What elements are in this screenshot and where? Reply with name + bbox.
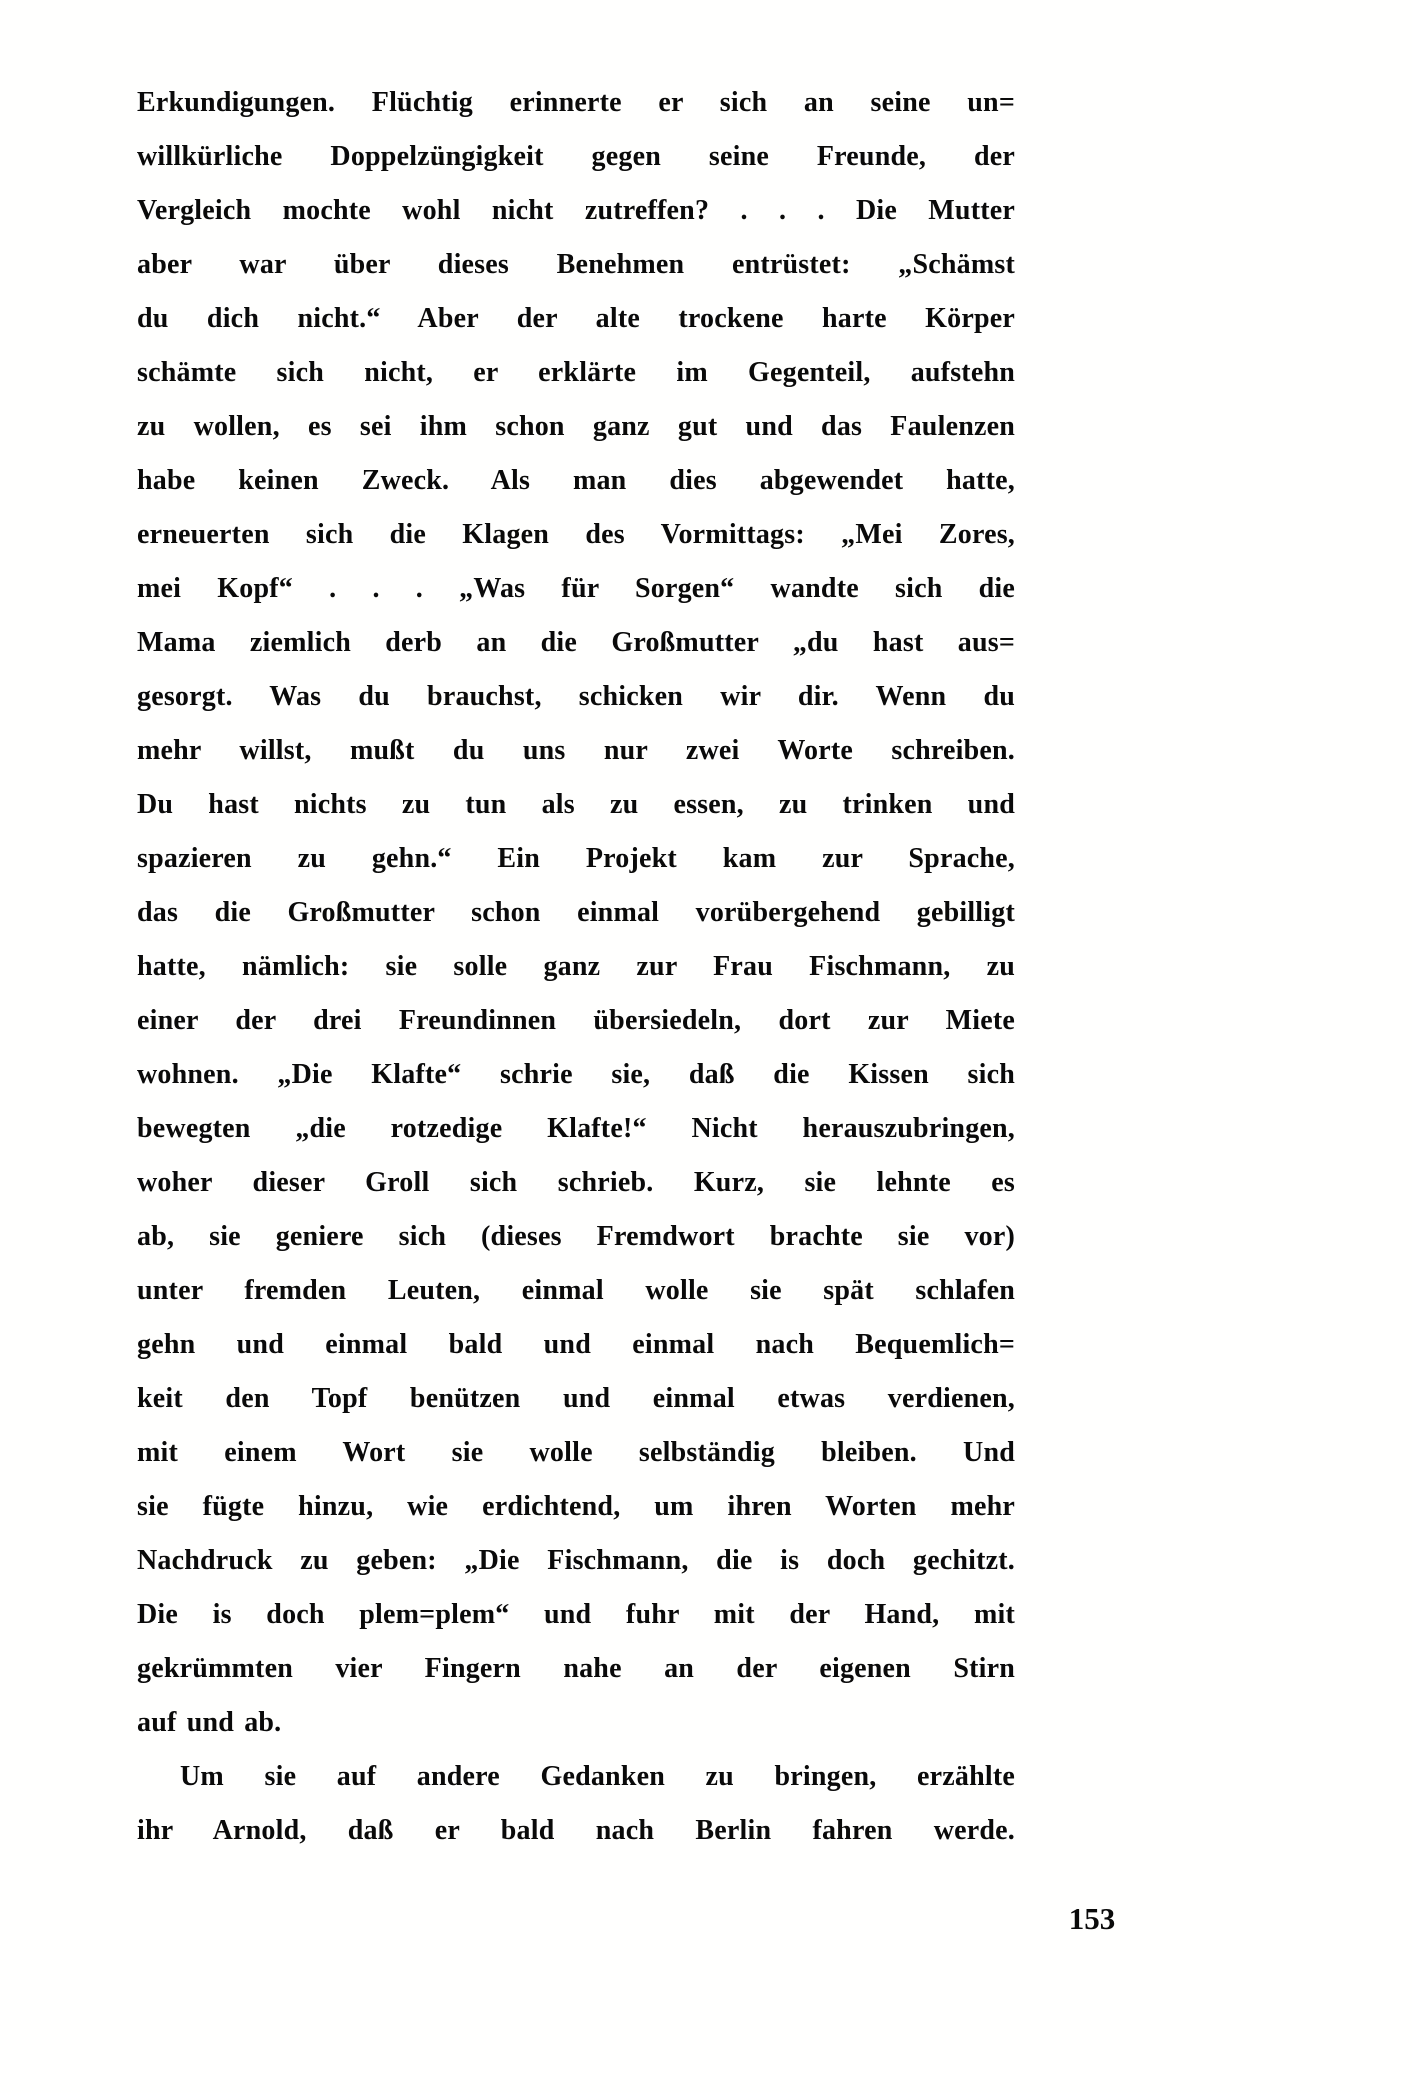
- text-line: schämte sich nicht, er erklärte im Gegenteil, aufstehn: [137, 357, 1015, 388]
- text-line: Vergleich mochte wohl nicht zutreffen? . . . Die Mutter: [137, 195, 1015, 226]
- text-line: hatte, nämlich: sie solle ganz zur Frau Fischmann, zu: [137, 951, 1015, 982]
- text-line: unter fremden Leuten, einmal wolle sie spät schlafen: [137, 1275, 1015, 1306]
- text-line: sie fügte hinzu, wie erdichtend, um ihren Worten mehr: [137, 1491, 1015, 1522]
- text-line: Erkundigungen. Flüchtig erinnerte er sich an seine un=: [137, 87, 1015, 118]
- text-line: mei Kopf“ . . . „Was für Sorgen“ wandte sich die: [137, 573, 1015, 604]
- text-line: Die is doch plem=plem“ und fuhr mit der Hand, mit: [137, 1599, 1015, 1630]
- text-line: erneuerten sich die Klagen des Vormittags: „Mei Zores,: [137, 519, 1015, 550]
- text-line: Nachdruck zu geben: „Die Fischmann, die is doch gechitzt.: [137, 1545, 1015, 1576]
- text-line: Um sie auf andere Gedanken zu bringen, erzählte: [180, 1761, 1015, 1792]
- text-line: einer der drei Freundinnen übersiedeln, dort zur Miete: [137, 1005, 1015, 1036]
- text-line: gehn und einmal bald und einmal nach Bequemlich=: [137, 1329, 1015, 1360]
- text-line: habe keinen Zweck. Als man dies abgewendet hatte,: [137, 465, 1015, 496]
- text-line: Mama ziemlich derb an die Großmutter „du hast aus=: [137, 627, 1015, 658]
- text-line: gesorgt. Was du brauchst, schicken wir dir. Wenn du: [137, 681, 1015, 712]
- paragraph: [137, 1750, 1015, 1858]
- text-line: mit einem Wort sie wolle selbständig bleiben. Und: [137, 1437, 1015, 1468]
- text-line: mehr willst, mußt du uns nur zwei Worte schreiben.: [137, 735, 1015, 766]
- text-line: ihr Arnold, daß er bald nach Berlin fahren werde.: [137, 1815, 1015, 1846]
- text-line: spazieren zu gehn.“ Ein Projekt kam zur Sprache,: [137, 843, 1015, 874]
- paragraph: [137, 76, 1015, 1750]
- text-line: das die Großmutter schon einmal vorübergehend gebilligt: [137, 897, 1015, 928]
- text-line: willkürliche Doppelzüngigkeit gegen seine Freunde, der: [137, 141, 1015, 172]
- text-line: ab, sie geniere sich (dieses Fremdwort brachte sie vor): [137, 1221, 1015, 1252]
- text-line: aber war über dieses Benehmen entrüstet: „Schämst: [137, 249, 1015, 280]
- body-text: [137, 76, 1015, 1858]
- text-line: auf und ab.: [137, 1707, 282, 1738]
- text-line: Du hast nichts zu tun als zu essen, zu trinken und: [137, 789, 1015, 820]
- text-line: zu wollen, es sei ihm schon ganz gut und das Faulenzen: [137, 411, 1015, 442]
- text-line: wohnen. „Die Klafte“ schrie sie, daß die Kissen sich: [137, 1059, 1015, 1090]
- text-line: bewegten „die rotzedige Klafte!“ Nicht herauszubringen,: [137, 1113, 1015, 1144]
- text-line: woher dieser Groll sich schrieb. Kurz, sie lehnte es: [137, 1167, 1015, 1198]
- text-line: keit den Topf benützen und einmal etwas verdienen,: [137, 1383, 1015, 1414]
- text-line: gekrümmten vier Fingern nahe an der eigenen Stirn: [137, 1653, 1015, 1684]
- text-line: du dich nicht.“ Aber der alte trockene harte Körper: [137, 303, 1015, 334]
- page-number: 153: [1068, 1901, 1116, 1936]
